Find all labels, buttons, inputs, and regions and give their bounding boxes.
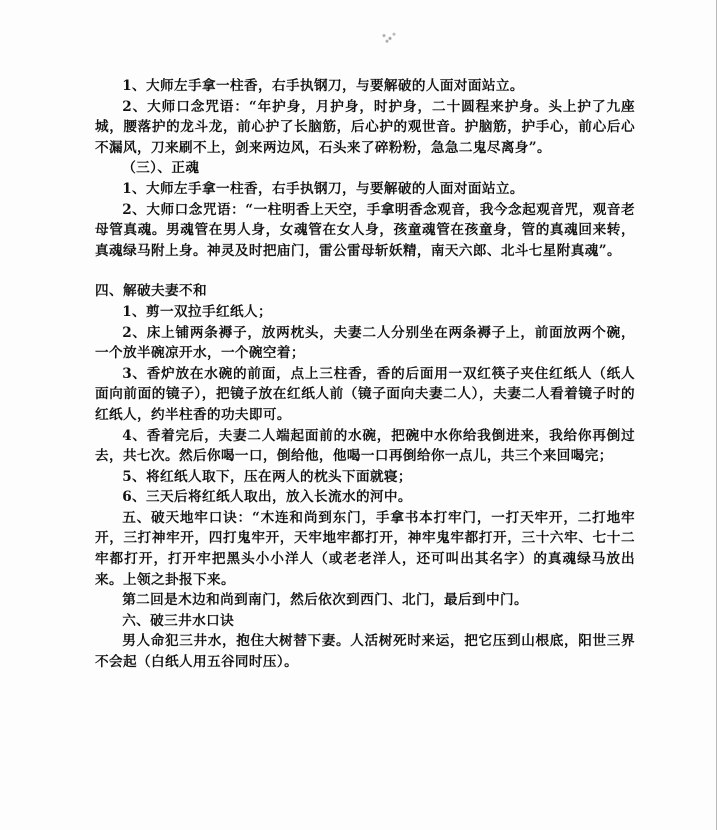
paragraph-2: 2、大师口念咒语：“年护身，月护身，时护身，二十圆程来护身。头上护了九座城，腰落护的龙斗龙，前心护了长脑筋，后心护的观世音。护脑筋，护手心，前心后心不漏风，刀来刷不上，剑来两边风，石头来了碎粉粉，急急二鬼尽离身”。 <box>95 98 635 156</box>
section-5-incantation: 五、破天地牢口诀：“木连和尚到东门，手拿书本打牢门，一打天牢开，二打地牢开，三打神牢开，四打鬼牢开，天牢地牢都打开，神牢鬼牢都打开，三十六牢、七十二牢都打开，打开牢把黑头小小洋人（或老老洋人，还可叫出其名字）的真魂绿马放出来。上领之卦报下来。 <box>95 509 635 588</box>
section-spacer <box>95 261 635 281</box>
step-6: 6、三天后将红纸人取出，放入长流水的河中。 <box>122 489 412 506</box>
step-3: 3、香炉放在水碗的前面，点上三柱香，香的后面用一双红筷子夹住红纸人（纸人面向前面的镜子），把镜子放在红纸人前（镜子面向夫妻二人），夫妻二人看着镜子时的红纸人，约半柱香的功夫即可。 <box>95 365 635 423</box>
paragraph-4: 2、大师口念咒语：“一柱明香上天空，手拿明香念观音，我今念起观音咒，观音老母管真魂。男魂管在男人身，女魂管在女人身，孩童魂管在孩童身，管的真魂回来转，真魂绿马附上身。神灵及时把庙门，雷公雷母斩妖精，南天六郎、北斗七星附真魂”。 <box>95 201 635 259</box>
section-heading-3: （三）、正魂 <box>122 160 200 177</box>
section-heading-6: 六、破三井水口诀 <box>122 612 235 629</box>
step-2: 2、床上铺两条褥子，放两枕头，夫妻二人分别坐在两条褥子上，前面放两个碗，一个放半碗凉开水，一个碗空着； <box>95 324 635 362</box>
document-body <box>95 76 635 673</box>
step-1: 1、剪一双拉手红纸人； <box>122 303 272 320</box>
step-4: 4、香着完后，夫妻二人端起面前的水碗，把碗中水你给我倒进来，我给你再倒过去，共七次。然后你喝一口，倒给他，他喝一口再倒给你一点儿，共三个来回喝完； <box>95 427 635 465</box>
paragraph-3: 1、大师左手拿一柱香，右手执钢刀，与要解破的人面对面站立。 <box>122 180 524 197</box>
paragraph-1: 1、大师左手拿一柱香，右手执钢刀，与要解破的人面对面站立。 <box>122 78 524 94</box>
section-5-continuation: 第二回是木边和尚到南门，然后依次到西门、北门，最后到中门。 <box>122 592 529 609</box>
scan-smudge <box>378 30 398 44</box>
section-6-incantation: 男人命犯三井水，抱住大树替下妻。人活树死时来运，把它压到山根底，阳世三界不会起（白纸人用五谷同时压）。 <box>95 633 635 671</box>
section-heading-4: 四、解破夫妻不和 <box>95 283 207 300</box>
step-5: 5、将红纸人取下，压在两人的枕头下面就寝； <box>122 468 412 485</box>
